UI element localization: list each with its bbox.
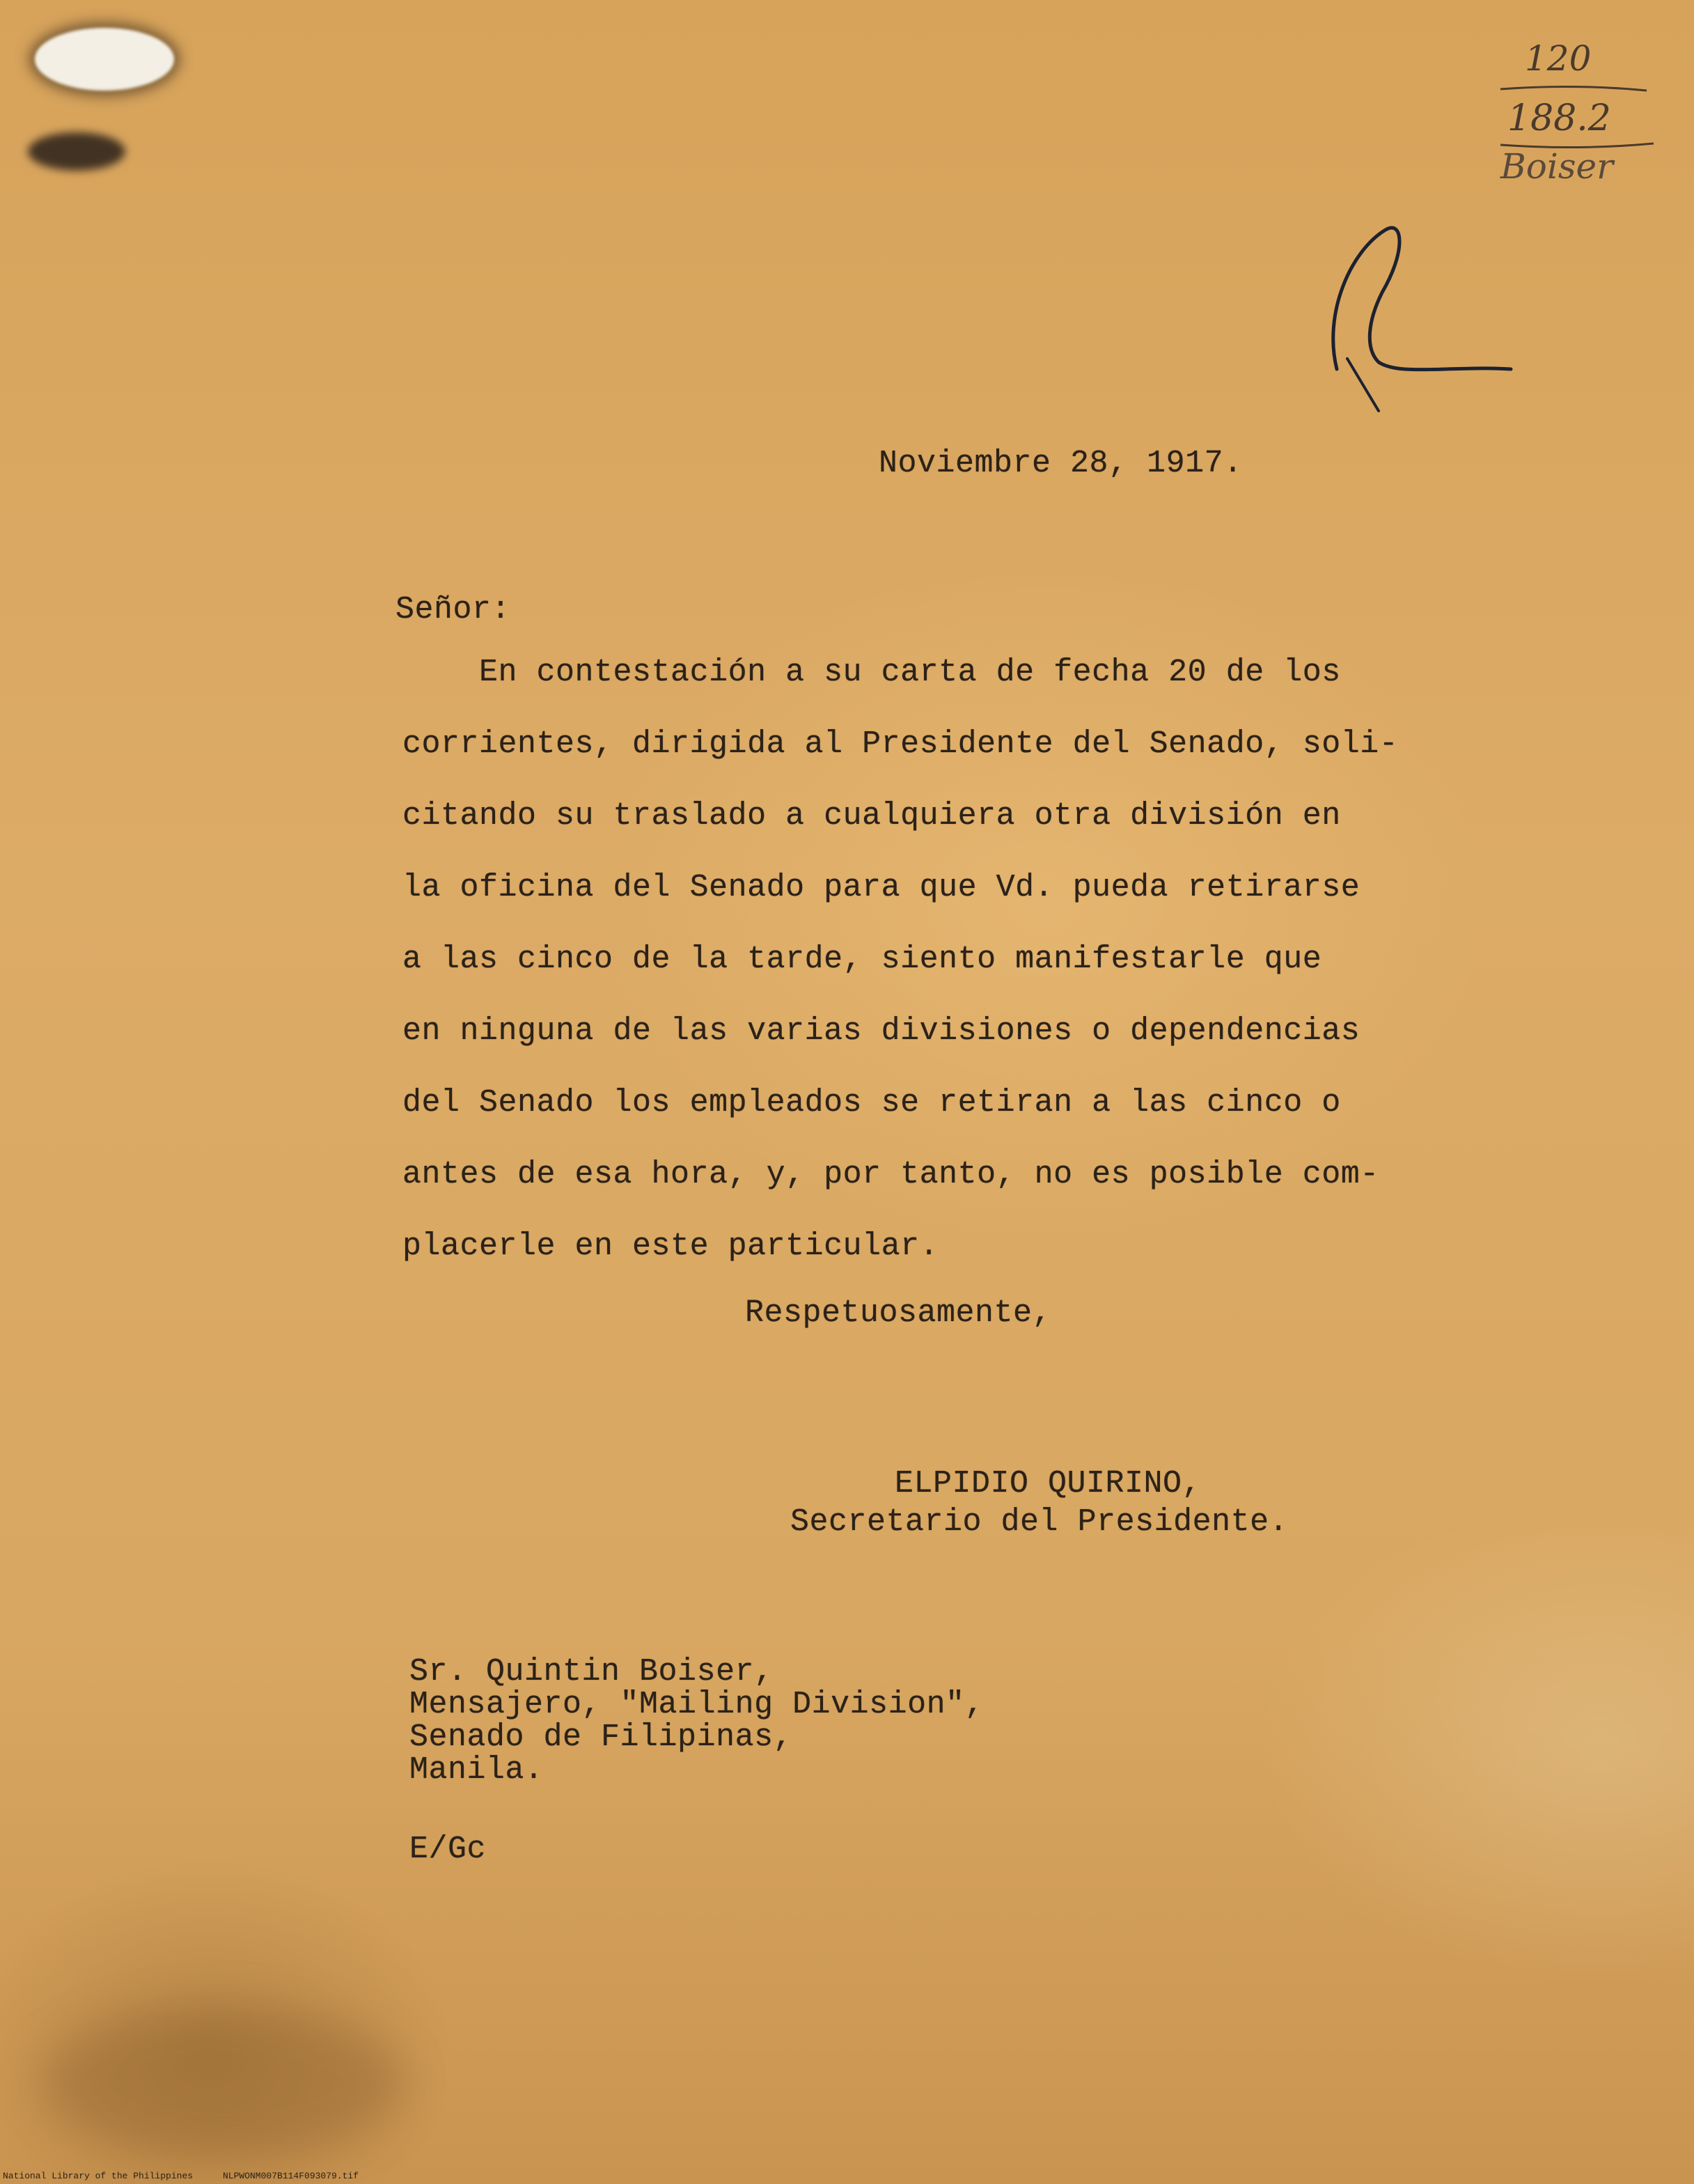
letter-salutation: Señor:: [395, 592, 511, 627]
body-line: a las cinco de la tarde, siento manifestarle que: [402, 942, 1322, 977]
ink-blot-stain: [28, 132, 125, 171]
body-line: En contestación a su carta de fecha 20 de los: [402, 655, 1341, 690]
paper-tear-stain: [35, 28, 174, 91]
body-line: antes de esa hora, y, por tanto, no es posible com-: [402, 1157, 1379, 1192]
body-line: del Senado los empleados se retiran a las cinco o: [402, 1085, 1341, 1121]
body-line: citando su traslado a cualquiera otra división en: [402, 798, 1341, 834]
letter-date: Noviembre 28, 1917.: [879, 446, 1243, 481]
footer-filename: NLPWONM007B114F093079.tif: [223, 2171, 359, 2181]
body-line: corrientes, dirigida al Presidente del Senado, soli-: [402, 726, 1399, 762]
checkmark-r-icon: [1281, 209, 1560, 432]
archive-number-mid: 188.2: [1507, 98, 1611, 139]
typist-initials: E/Gc: [409, 1832, 487, 1867]
recipient-office: Senado de Filipinas,: [409, 1719, 793, 1755]
recipient-city: Manila.: [409, 1752, 544, 1788]
footer-library: National Library of the Philippines: [3, 2171, 194, 2181]
body-line: en ninguna de las varias divisiones o dependencias: [402, 1013, 1360, 1049]
body-line: la oficina del Senado para que Vd. pueda retirarse: [402, 870, 1360, 905]
body-line: placerle en este particular.: [402, 1228, 939, 1264]
signature-name: ELPIDIO QUIRINO,: [895, 1466, 1202, 1502]
archive-surname: Boiser: [1500, 146, 1613, 187]
letter-closing: Respetuosamente,: [745, 1295, 1052, 1331]
archive-underline-1: [1497, 82, 1650, 96]
signature-title: Secretario del Presidente.: [790, 1504, 1289, 1540]
recipient-position: Mensajero, "Mailing Division",: [409, 1687, 985, 1722]
water-stain: [42, 2006, 404, 2159]
archive-number-top: 120: [1525, 38, 1592, 79]
recipient-name: Sr. Quintin Boiser,: [409, 1654, 774, 1690]
